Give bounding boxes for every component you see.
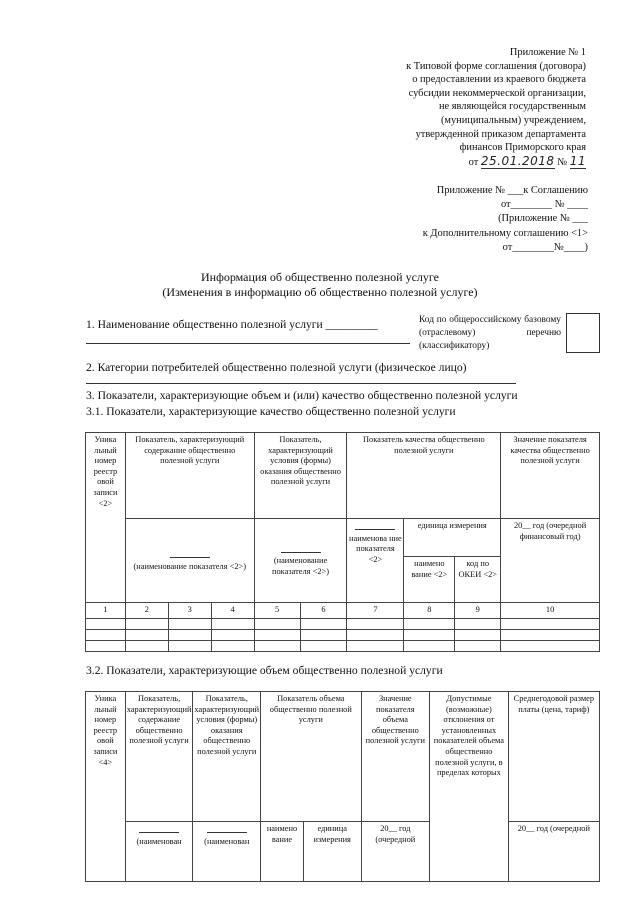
from-label: от [468, 156, 479, 168]
header-quality-value: Значение показателя качества общественно полезной услуги [501, 433, 600, 519]
blank-line [207, 824, 247, 833]
header-unit-name: наимено вание <2> [404, 557, 455, 603]
section-1-label: 1. Наименование общественно полезной услуги _________ [86, 318, 378, 331]
header-naming: наимено вание [261, 822, 304, 882]
header-year: 20__ год (очередной [361, 822, 430, 882]
column-number: 8 [404, 603, 455, 619]
column-number: 9 [455, 603, 501, 619]
header-okei-code: код по ОКЕИ <2> [455, 557, 501, 603]
agreement-appendix-block [328, 184, 588, 255]
blank-line [281, 544, 321, 553]
header-unit: единица измерения [404, 519, 501, 557]
column-number: 1 [86, 603, 126, 619]
section-3-2-label: 3.2. Показатели, характеризующие объем общественно полезной услуги [86, 664, 443, 677]
title-line: Информация об общественно полезной услуге [200, 270, 439, 284]
header-indicator-name-2 [254, 519, 347, 603]
agreement-line: (Приложение № ___ [498, 213, 588, 225]
appendix-line: к Типовой форме соглашения (договора) [406, 60, 586, 72]
header-indicator-name [125, 519, 254, 603]
handwritten-number: 11 [569, 153, 586, 168]
header-unique-number: Уника льный номер реестр овой записи <2> [86, 433, 126, 603]
column-number: 7 [347, 603, 404, 619]
quality-table [85, 432, 600, 652]
indicator-name-caption: (наименован [136, 836, 182, 846]
column-number: 10 [501, 603, 600, 619]
volume-table [85, 691, 600, 882]
column-number: 6 [300, 603, 347, 619]
blank-line [355, 521, 395, 530]
divider [86, 343, 410, 344]
section-3-1-label: 3.1. Показатели, характеризующие качество общественно полезной услуги [86, 405, 456, 418]
header-volume-value: Значение показателя объема общественно полезной услуги [361, 692, 430, 822]
blank-line [170, 549, 210, 558]
appendix-line: субсидии некоммерческой организации, [408, 87, 586, 99]
appendix-date-line [336, 155, 586, 170]
header-year-2: 20__ год (очередной [508, 822, 599, 882]
column-number: 3 [168, 603, 211, 619]
header-unit: единица измерения [303, 822, 361, 882]
header-year: 20__ год (очередной финансовый год) [501, 519, 600, 603]
agreement-line: от________ № ____ [500, 199, 588, 211]
appendix-line: утвержденной приказом департамента [415, 128, 586, 140]
code-box [566, 313, 600, 353]
title-subline: (Изменения в информацию об общественно полезной услуге) [162, 285, 478, 299]
indicator-name-caption: (наименование показателя <2>) [133, 561, 247, 571]
indicator-name-caption: (наименование показателя <2>) [271, 556, 330, 576]
document-title [0, 270, 640, 300]
table-row [86, 618, 600, 629]
divider [86, 383, 516, 384]
header-conditions-indicator: Показатель, характеризующий условия (формы) оказания общественно полезной услуги [254, 433, 347, 519]
header-indicator-name [125, 822, 193, 882]
header-deviation: Допустимые (возможные) отклонения от установленных показателей объема общественно полезной услуги, в пределах которых [430, 692, 509, 882]
agreement-line: к Дополнительному соглашению <1> [422, 227, 588, 239]
table-row [86, 640, 600, 651]
appendix-line: о предоставлении из краевого бюджета [412, 74, 586, 86]
indicator-naming-caption: наименова ние показателя <2> [349, 533, 402, 564]
header-indicator-name-2 [193, 822, 261, 882]
agreement-line: от________№____) [502, 241, 588, 253]
header-indicator-naming [347, 519, 404, 603]
header-quality-indicator: Показатель качества общественно полезной услуги [347, 433, 501, 519]
header-conditions-indicator: Показатель, характеризующий условия (формы) оказания общественно полезной услуги [193, 692, 261, 822]
number-label: № [557, 156, 568, 168]
appendix-line: финансов Приморского края [459, 142, 586, 154]
appendix-line: (муниципальным) учреждением, [440, 114, 586, 126]
blank-line [139, 824, 179, 833]
table-row [86, 629, 600, 640]
indicator-name-caption: (наименован [204, 836, 250, 846]
header-content-indicator: Показатель, характеризующий содержание общественно полезной услуги [125, 433, 254, 519]
column-number: 5 [254, 603, 300, 619]
header-content-indicator: Показатель, характеризующий содержание общественно полезной услуги [125, 692, 193, 822]
agreement-line: Приложение № ___к Соглашению [436, 185, 588, 196]
column-number: 4 [211, 603, 254, 619]
header-unique-number: Уника льный номер реестр овой записи <4> [86, 692, 126, 882]
appendix-block [336, 46, 586, 169]
section-2-label: 2. Категории потребителей общественно полезной услуги (физическое лицо) [86, 361, 467, 374]
section-3-label: 3. Показатели, характеризующие объем и (или) качество общественно полезной услуги [86, 389, 518, 402]
okved-code-label: Код по общероссийскому базовому (отраслевому) перечню (классификатору) [419, 315, 561, 352]
header-volume-indicator: Показатель объема общественно полезной услуги [261, 692, 361, 822]
header-average-price: Среднегодовой размер платы (цена, тариф) [508, 692, 599, 822]
handwritten-date: 25.01.2018 [480, 153, 555, 168]
appendix-line: не являющейся государственным [438, 101, 586, 113]
appendix-line: Приложение № 1 [509, 47, 586, 58]
column-number: 2 [125, 603, 168, 619]
